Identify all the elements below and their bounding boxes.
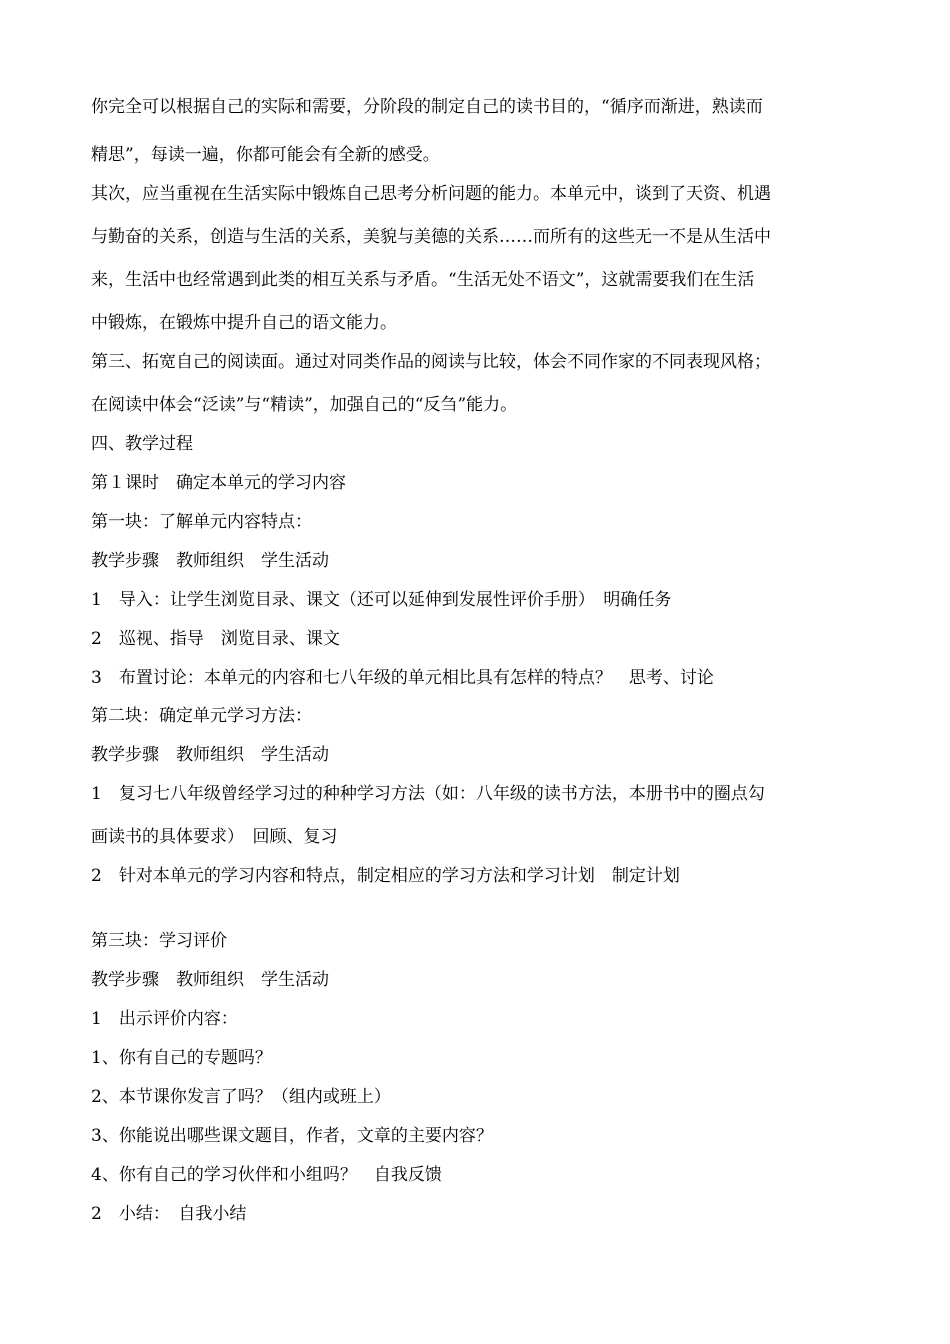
list-item: 2、本节课你发言了吗？（组内或班上） [91, 1087, 391, 1107]
table-header: 教学步骤 教师组织 学生活动 [91, 745, 329, 765]
step-line: 1 复习七八年级曾经学习过的种种学习方法（如：八年级的读书方法，本册书中的圈点勾 [91, 784, 765, 804]
text-line: 来，生活中也经常遇到此类的相互关系与矛盾。“生活无处不语文”，这就需要我们在生活 [91, 270, 755, 290]
step-line: 2 针对本单元的学习内容和特点，制定相应的学习方法和学习计划 制定计划 [91, 866, 680, 886]
step-line: 1 导入：让学生浏览目录、课文（还可以延伸到发展性评价手册） 明确任务 [91, 590, 672, 610]
text-line: 第三、拓宽自己的阅读面。通过对同类作品的阅读与比较，体会不同作家的不同表现风格； [91, 352, 771, 372]
text-line: 精思”，每读一遍，你都可能会有全新的感受。 [91, 145, 440, 165]
step-line: 1 出示评价内容： [91, 1009, 238, 1029]
list-item: 3、你能说出哪些课文题目，作者，文章的主要内容？ [91, 1126, 493, 1146]
step-line: 3 布置讨论：本单元的内容和七八年级的单元相比具有怎样的特点？ 思考、讨论 [91, 668, 714, 688]
text-line: 其次，应当重视在生活实际中锻炼自己思考分析问题的能力。本单元中，谈到了天资、机遇 [91, 184, 771, 204]
step-line: 画读书的具体要求） 回顾、复习 [91, 827, 338, 847]
text-line: 你完全可以根据自己的实际和需要，分阶段的制定自己的读书目的，“循序而渐进，熟读而 [91, 97, 763, 117]
block-heading: 第二块：确定单元学习方法： [91, 706, 312, 726]
list-item: 4、你有自己的学习伙伴和小组吗？ 自我反馈 [91, 1165, 442, 1185]
block-heading: 第一块：了解单元内容特点： [91, 512, 312, 532]
text-line: 与勤奋的关系，创造与生活的关系，美貌与美德的关系……而所有的这些无一不是从生活中 [91, 227, 771, 247]
section-heading: 四、教学过程 [91, 434, 193, 454]
table-header: 教学步骤 教师组织 学生活动 [91, 970, 329, 990]
lesson-title: 第１课时 确定本单元的学习内容 [91, 473, 346, 493]
block-heading: 第三块：学习评价 [91, 931, 227, 951]
table-header: 教学步骤 教师组织 学生活动 [91, 551, 329, 571]
text-line: 中锻炼，在锻炼中提升自己的语文能力。 [91, 313, 397, 333]
step-line: 2 小结： 自我小结 [91, 1204, 247, 1224]
step-line: 2 巡视、指导 浏览目录、课文 [91, 629, 340, 649]
text-line: 在阅读中体会“泛读”与“精读”，加强自己的“反刍”能力。 [91, 395, 518, 415]
list-item: 1、你有自己的专题吗？ [91, 1048, 272, 1068]
